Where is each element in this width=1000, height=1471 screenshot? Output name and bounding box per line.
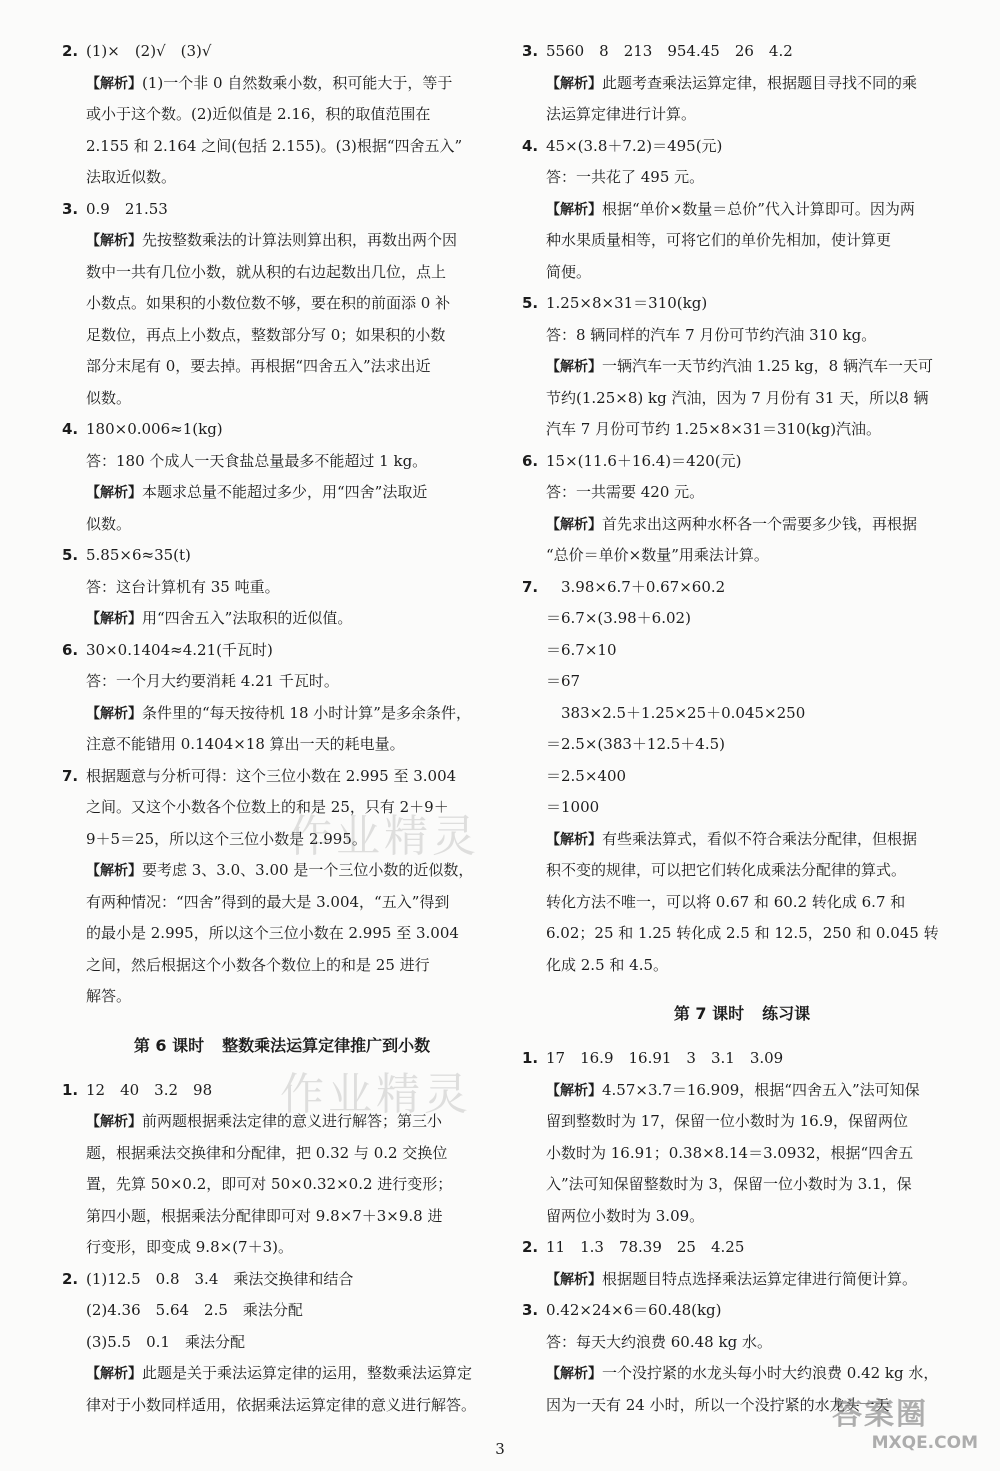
analysis-text: 2.155 和 2.164 之间(包括 2.155)。(3)根据“四舍五入”: [86, 136, 463, 155]
question-6: [522, 446, 962, 572]
question-4: [522, 131, 962, 289]
section-heading-lesson-6: [62, 1021, 502, 1071]
reply-text: 答：一共需要 420 元。: [546, 483, 705, 501]
analysis-text: 转化方法不唯一，可以将 0.67 和 60.2 转化成 6.7 和: [546, 892, 906, 911]
analysis-text: 小数时为 16.91；0.38×8.14＝3.0932，根据“四舍五: [546, 1143, 914, 1162]
calc-line: 3.98×6.7＋0.67×60.2: [546, 577, 726, 596]
watermark: 作业精灵: [280, 1069, 472, 1120]
section-heading-lesson-7: [522, 989, 962, 1039]
section-subtitle: 整数乘法运算定律推广到小数: [222, 1035, 431, 1055]
analysis-text: 根据题目特点选择乘法运算定律进行简便计算。: [602, 1269, 918, 1288]
section-title: 第 7 课时: [673, 1004, 745, 1023]
analysis-tag: 【解析】: [86, 863, 142, 879]
calc-line: ＝1000: [546, 798, 600, 816]
analysis-tag: 【解析】: [546, 1082, 602, 1099]
question-number: 7.: [62, 766, 79, 785]
analysis-text: 积不变的规律，可以把它们转化成乘法分配律的算式。: [546, 861, 907, 879]
answer-text: 5.85×6≈35(t): [86, 546, 191, 564]
calc-line: ＝6.7×(3.98＋6.02): [546, 609, 691, 627]
calc-line: ＝2.5×400: [546, 766, 627, 785]
analysis-text: 行变形，即变成 9.8×(7＋3)。: [86, 1238, 293, 1256]
answer-text: 1.25×8×31＝310(kg): [546, 294, 708, 312]
calc-line: ＝2.5×(383＋12.5＋4.5): [546, 735, 726, 753]
analysis-text: 留两位小数时为 3.09。: [546, 1206, 705, 1225]
calc-line: 383×2.5＋1.25×25＋0.045×250: [546, 703, 806, 722]
answer-text: (3)5.5 0.1 乘法分配: [86, 1332, 245, 1351]
analysis-tag: 【解析】: [546, 359, 602, 375]
calc-line: ＝67: [546, 672, 581, 690]
analysis-text: 化成 2.5 和 4.5。: [546, 955, 669, 974]
analysis-tag: 【解析】: [86, 75, 142, 92]
lesson6-question-2: [62, 1264, 502, 1422]
analysis-tag: 【解析】: [546, 1366, 602, 1382]
reply-text: 答：这台计算机有 35 吨重。: [86, 577, 280, 596]
answer-text: 11 1.3 78.39 25 4.25: [546, 1238, 745, 1256]
analysis-text: 有些乘法算式，看似不符合乘法分配律，但根据: [602, 829, 918, 848]
question-number: 2.: [522, 1238, 539, 1256]
analysis-text: “总价＝单价×数量”用乘法计算。: [546, 546, 769, 564]
question-number: 1.: [522, 1049, 539, 1067]
analysis-text: 律对于小数同样适用，依据乘法运算定律的意义进行解答。: [86, 1395, 477, 1414]
analysis-text: 先按整数乘法的计算法则算出积，再数出两个因: [142, 231, 458, 249]
analysis-text: 节约(1.25×8) kg 汽油，因为 7 月份有 31 天，所以8 辆: [546, 388, 929, 407]
analysis-text: 法运算定律进行计算。: [546, 105, 697, 123]
question-4: [62, 414, 502, 540]
reply-text: 答：一共花了 495 元。: [546, 168, 705, 186]
lesson7-question-1: [522, 1043, 962, 1232]
answer-text: 5560 8 213 954.45 26 4.2: [546, 42, 793, 60]
answer-text: (1)12.5 0.8 3.4 乘法交换律和结合: [86, 1269, 354, 1288]
analysis-text: 一辆汽车一天节约汽油 1.25 kg，8 辆汽车一天可: [602, 357, 933, 375]
analysis-text: (1)一个非 0 自然数乘小数，积可能大于，等于: [142, 73, 453, 92]
question-number: 1.: [62, 1080, 79, 1099]
question-number: 2.: [62, 42, 79, 60]
analysis-text: 注意不能错用 0.1404×18 算出一天的耗电量。: [86, 735, 405, 753]
analysis-text: 数中一共有几位小数，就从积的右边起数出几位，点上: [86, 262, 447, 281]
answer-text: 0.9 21.53: [86, 199, 168, 218]
analysis-text: 似数。: [86, 514, 132, 533]
reply-text: 答：8 辆同样的汽车 7 月份可节约汽油 310 kg。: [546, 325, 877, 344]
analysis-text: 法取近似数。: [86, 168, 177, 186]
analysis-tag: 【解析】: [546, 201, 602, 218]
question-number: 7.: [522, 577, 539, 596]
analysis-text: 第四小题，根据乘法分配律即可对 9.8×7＋3×9.8 进: [86, 1206, 443, 1225]
question-number: 5.: [522, 294, 539, 312]
question-2: [62, 36, 502, 194]
answer-text: 15×(11.6＋16.4)＝420(元): [546, 451, 742, 470]
question-number: 3.: [522, 1301, 539, 1319]
calc-line: ＝6.7×10: [546, 640, 617, 659]
analysis-text: 小数点。如果积的小数位数不够，要在积的前面添 0 补: [86, 294, 451, 312]
reply-text: 答：180 个成人一天食盐总量最多不能超过 1 kg。: [86, 451, 428, 470]
question-7: [522, 572, 962, 982]
question-number: 4.: [522, 136, 539, 155]
right-column: [522, 36, 962, 1421]
analysis-tag: 【解析】: [546, 1271, 602, 1288]
reply-text: 答：一个月大约要消耗 4.21 千瓦时。: [86, 672, 339, 690]
question-3: [62, 194, 502, 415]
question-number: 3.: [62, 199, 79, 218]
analysis-tag: 【解析】: [546, 516, 602, 533]
answer-text: 0.42×24×6＝60.48(kg): [546, 1301, 722, 1319]
analysis-text: 本题求总量不能超过多少，用“四舍”法取近: [142, 483, 428, 501]
analysis-text: 此题是关于乘法运算定律的运用，整数乘法运算定: [142, 1364, 473, 1382]
analysis-text: 种水果质量相等，可将它们的单价先相加，使计算更: [546, 231, 892, 249]
analysis-tag: 【解析】: [546, 831, 602, 848]
analysis-text: 有两种情况：“四舍”得到的最大是 3.004，“五入”得到: [86, 892, 450, 911]
analysis-tag: 【解析】: [86, 705, 142, 722]
section-title: 第 6 课时: [133, 1035, 205, 1055]
answer-text: 之间。又这个小数各个位数上的和是 25，只有 2＋9＋: [86, 798, 449, 816]
analysis-tag: 【解析】: [86, 485, 142, 501]
analysis-text: 要考虑 3、3.0、3.00 是一个三位小数的近似数，: [142, 861, 474, 879]
analysis-tag: 【解析】: [86, 611, 142, 627]
question-5: [522, 288, 962, 446]
question-number: 2.: [62, 1269, 79, 1288]
analysis-text: 4.57×3.7＝16.909，根据“四舍五入”法可知保: [602, 1080, 920, 1099]
analysis-text: 此题考查乘法运算定律，根据题目寻找不同的乘: [602, 73, 918, 92]
answer-text: 9＋5＝25，所以这个三位小数是 2.995。: [86, 829, 367, 848]
analysis-text: 因为一天有 24 小时，所以一个没拧紧的水龙头一天: [546, 1395, 890, 1414]
analysis-text: 入”法可知保留整数时为 3，保留一位小数时为 3.1，保: [546, 1175, 912, 1193]
answer-text: 180×0.006≈1(kg): [86, 420, 223, 438]
reply-text: 答：每天大约浪费 60.48 kg 水。: [546, 1332, 772, 1351]
analysis-text: 根据“单价×数量＝总价”代入计算即可。因为两: [602, 199, 915, 218]
analysis-text: 题，根据乘法交换律和分配律，把 0.32 与 0.2 交换位: [86, 1143, 448, 1162]
analysis-text: 解答。: [86, 987, 132, 1005]
question-number: 4.: [62, 420, 79, 438]
answer-text: (1)× (2)√ (3)√: [86, 42, 212, 60]
answer-text: (2)4.36 5.64 2.5 乘法分配: [86, 1301, 303, 1319]
answer-text: 30×0.1404≈4.21(千瓦时): [86, 640, 273, 659]
question-number: 6.: [522, 451, 539, 470]
analysis-text: 或小于这个数。(2)近似值是 2.16，积的取值范围在: [86, 105, 431, 123]
analysis-text: 用“四舍五入”法取积的近似值。: [142, 609, 353, 627]
analysis-text: 前两题根据乘法定律的意义进行解答；第三小: [142, 1112, 443, 1130]
question-5: [62, 540, 502, 635]
left-column: [62, 36, 502, 1421]
analysis-text: 6.02；25 和 1.25 转化成 2.5 和 12.5，250 和 0.045 转: [546, 924, 939, 942]
watermark: 作业精灵: [288, 811, 480, 862]
analysis-text: 似数。: [86, 388, 132, 407]
answer-text: 17 16.9 16.91 3 3.1 3.09: [546, 1049, 784, 1067]
question-7: [62, 761, 502, 1013]
analysis-text: 足数位，再点上小数点，整数部分写 0；如果积的小数: [86, 325, 446, 344]
analysis-text: 部分末尾有 0，要去掉。再根据“四舍五入”法求出近: [86, 357, 431, 375]
analysis-text: 留到整数时为 17，保留一位小数时为 16.9，保留两位: [546, 1112, 909, 1130]
analysis-tag: 【解析】: [546, 75, 602, 92]
logo-bottom: MXQE.COM: [871, 1433, 978, 1453]
analysis-text: 一个没拧紧的水龙头每小时大约浪费 0.42 kg 水，: [602, 1364, 939, 1382]
analysis-text: 简便。: [546, 262, 592, 281]
answer-text: 45×(3.8＋7.2)＝495(元): [546, 136, 723, 155]
lesson7-question-2: [522, 1232, 962, 1295]
question-number: 3.: [522, 42, 539, 60]
analysis-tag: 【解析】: [86, 1114, 142, 1130]
section-subtitle: 练习课: [762, 1004, 811, 1023]
analysis-text: 条件里的“每天按待机 18 小时计算”是多余条件，: [142, 703, 471, 722]
page-number: 3: [495, 1440, 505, 1458]
lesson6-question-1: [62, 1075, 502, 1264]
answer-text: 根据题意与分析可得：这个三位小数在 2.995 至 3.004: [86, 766, 457, 785]
analysis-text: 汽车 7 月份可节约 1.25×8×31＝310(kg)汽油。: [546, 420, 882, 438]
analysis-text: 之间，然后根据这个小数各个数位上的和是 25 进行: [86, 955, 430, 974]
analysis-text: 的最小是 2.995，所以这个三位小数在 2.995 至 3.004: [86, 924, 459, 942]
answer-text: 12 40 3.2 98: [86, 1080, 213, 1099]
question-number: 5.: [62, 546, 79, 564]
question-number: 6.: [62, 640, 79, 659]
analysis-tag: 【解析】: [86, 1366, 142, 1382]
analysis-tag: 【解析】: [86, 233, 142, 249]
logo-top: 答案圈: [832, 1397, 928, 1432]
analysis-text: 置，先算 50×0.2，即可对 50×0.32×0.2 进行变形；: [86, 1175, 453, 1193]
analysis-text: 首先求出这两种水杯各一个需要多少钱，再根据: [602, 514, 918, 533]
question-3: [522, 36, 962, 131]
question-6: [62, 635, 502, 761]
